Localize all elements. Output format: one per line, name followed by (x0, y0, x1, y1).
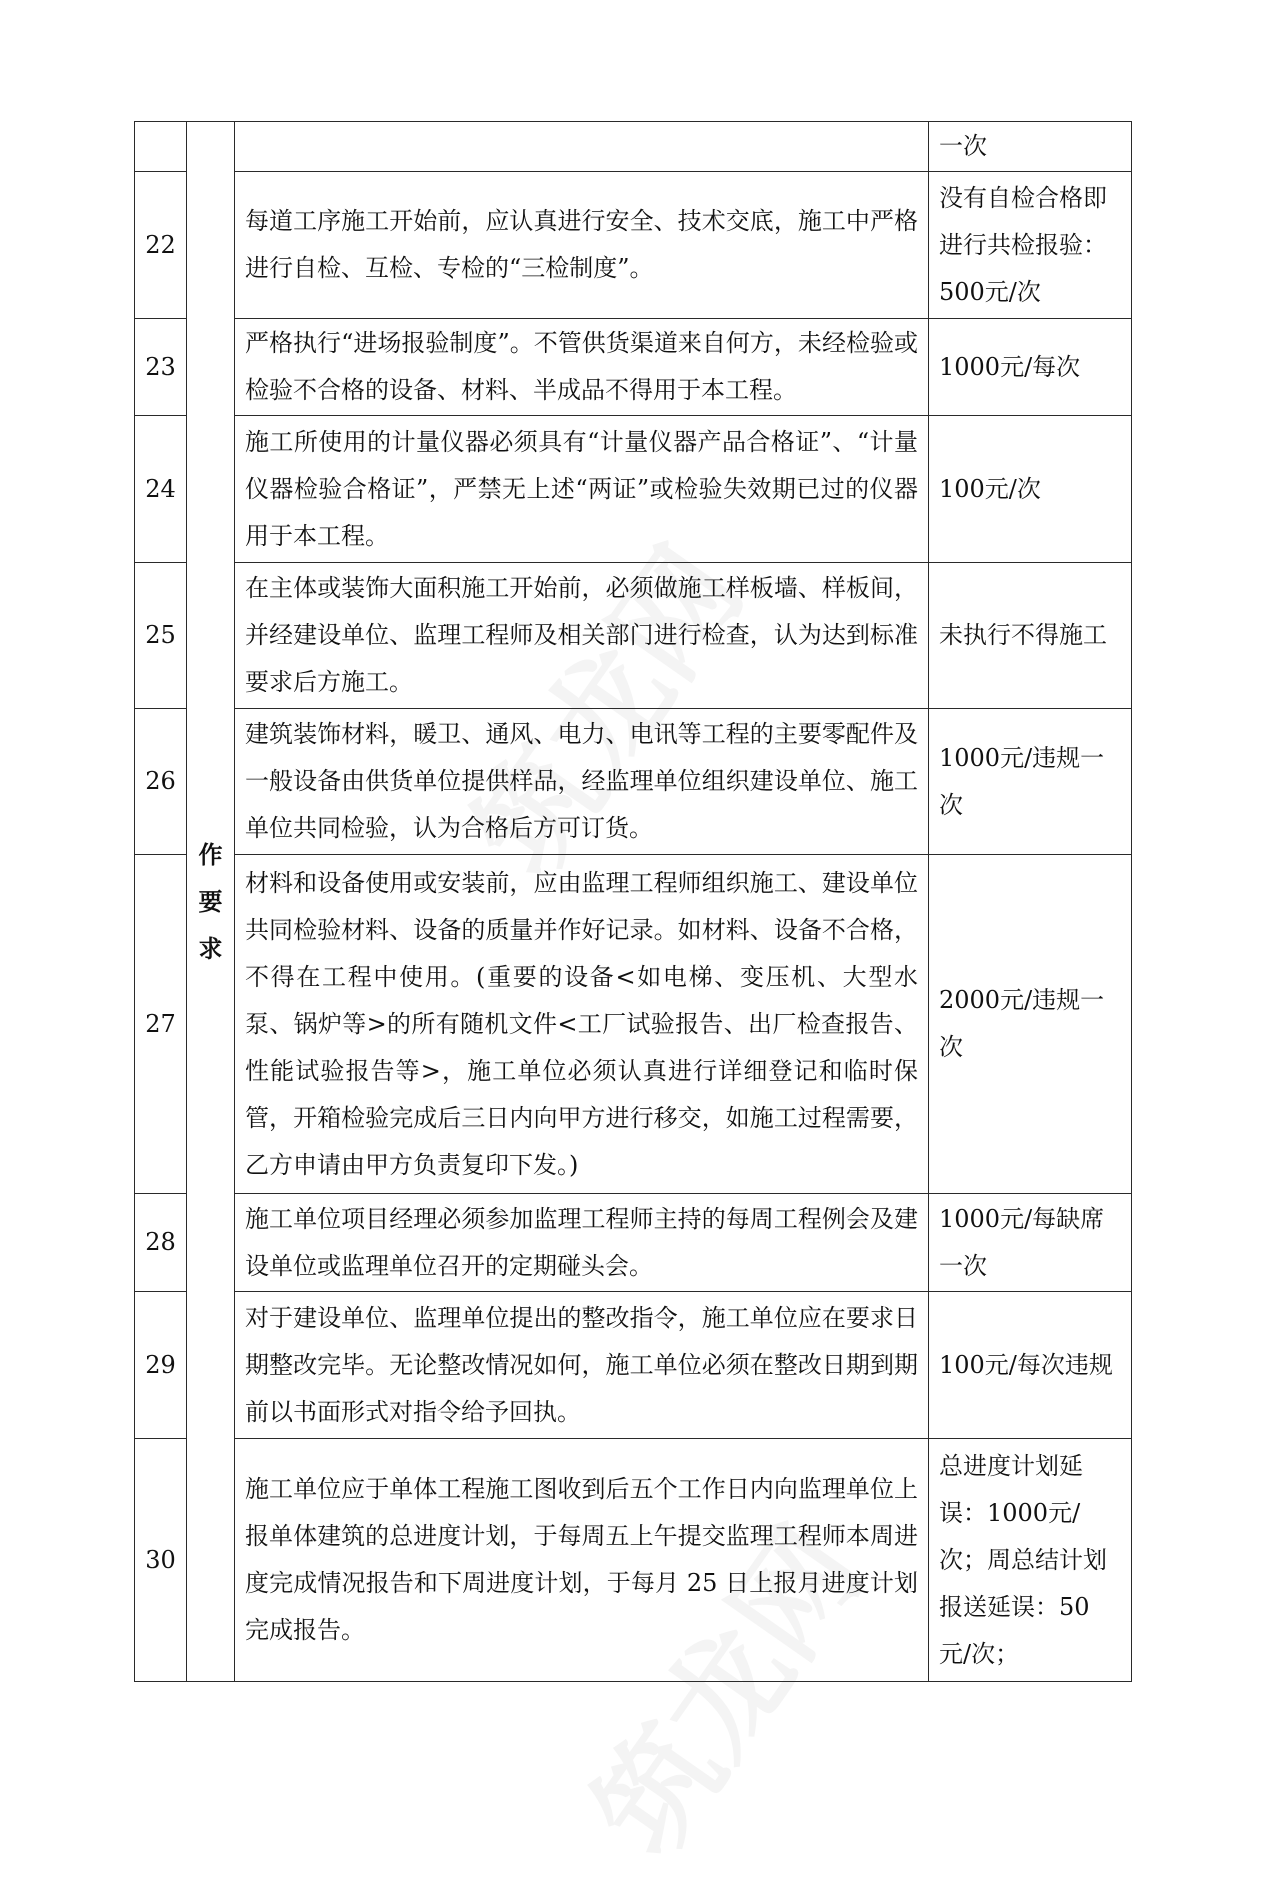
table-row (135, 1439, 1132, 1682)
requirement-text: 施工单位项目经理必须参加监理工程师主持的每周工程例会及建设单位或监理单位召开的定期碰头会。 (235, 1194, 929, 1292)
table-row (135, 1194, 1132, 1292)
requirement-text: 在主体或装饰大面积施工开始前，必须做施工样板墙、样板间，并经建设单位、监理工程师及相关部门进行检查，认为达到标准要求后方施工。 (235, 563, 929, 709)
requirement-text: 每道工序施工开始前，应认真进行安全、技术交底，施工中严格进行自检、互检、专检的“三检制度”。 (235, 172, 929, 319)
item-number: 23 (135, 319, 187, 416)
item-number (135, 122, 187, 172)
penalty-text: 100元/每次违规 (929, 1292, 1132, 1439)
requirement-text: 施工单位应于单体工程施工图收到后五个工作日内向监理单位上报单体建筑的总进度计划，于每周五上午提交监理工程师本周进度完成情况报告和下周进度计划，于每月 25 日上报月进度计划完成报告。 (235, 1439, 929, 1682)
table-body (135, 122, 1132, 1682)
regulation-table (134, 121, 1132, 1682)
penalty-text: 总进度计划延误：1000元/次；周总结计划报送延误：50元/次； (929, 1439, 1132, 1682)
requirement-text: 材料和设备使用或安装前，应由监理工程师组织施工、建设单位共同检验材料、设备的质量并作好记录。如材料、设备不合格，不得在工程中使用。(重要的设备<如电梯、变压机、大型水泵、锅炉等>的所有随机文件<工厂试验报告、出厂检查报告、性能试验报告等>，施工单位必须认真进行详细登记和临时保管，开箱检验完成后三日内向甲方进行移交，如施工过程需要，乙方申请由甲方负责复印下发。) (235, 855, 929, 1194)
requirement-text: 严格执行“进场报验制度”。不管供货渠道来自何方，未经检验或检验不合格的设备、材料、半成品不得用于本工程。 (235, 319, 929, 416)
penalty-text: 1000元/每缺席一次 (929, 1194, 1132, 1292)
penalty-text: 没有自检合格即进行共检报验：500元/次 (929, 172, 1132, 319)
requirement-text: 施工所使用的计量仪器必须具有“计量仪器产品合格证”、“计量仪器检验合格证”，严禁无上述“两证”或检验失效期已过的仪器用于本工程。 (235, 416, 929, 563)
item-number: 25 (135, 563, 187, 709)
item-number: 24 (135, 416, 187, 563)
requirement-text: 对于建设单位、监理单位提出的整改指令，施工单位应在要求日期整改完毕。无论整改情况如何，施工单位必须在整改日期到期前以书面形式对指令给予回执。 (235, 1292, 929, 1439)
table-row (135, 709, 1132, 855)
category-char: 要 (198, 887, 223, 916)
penalty-text: 一次 (929, 122, 1132, 172)
category-fragment: 作 (198, 840, 223, 869)
table-row (135, 122, 1132, 172)
category-char: 求 (198, 934, 223, 963)
table-row (135, 416, 1132, 563)
item-number: 28 (135, 1194, 187, 1292)
item-number: 29 (135, 1292, 187, 1439)
table-row (135, 172, 1132, 319)
item-number: 30 (135, 1439, 187, 1682)
penalty-text: 100元/次 (929, 416, 1132, 563)
table-row (135, 855, 1132, 1194)
item-number: 26 (135, 709, 187, 855)
penalty-text: 1000元/每次 (929, 319, 1132, 416)
penalty-text: 1000元/违规一次 (929, 709, 1132, 855)
penalty-text: 2000元/违规一次 (929, 855, 1132, 1194)
table-row (135, 563, 1132, 709)
category-cell (187, 122, 235, 1682)
item-number: 27 (135, 855, 187, 1194)
requirement-text (235, 122, 929, 172)
requirement-text: 建筑装饰材料，暖卫、通风、电力、电讯等工程的主要零配件及一般设备由供货单位提供样品，经监理单位组织建设单位、施工单位共同检验，认为合格后方可订货。 (235, 709, 929, 855)
table-row (135, 1292, 1132, 1439)
table-row (135, 319, 1132, 416)
penalty-text: 未执行不得施工 (929, 563, 1132, 709)
item-number: 22 (135, 172, 187, 319)
